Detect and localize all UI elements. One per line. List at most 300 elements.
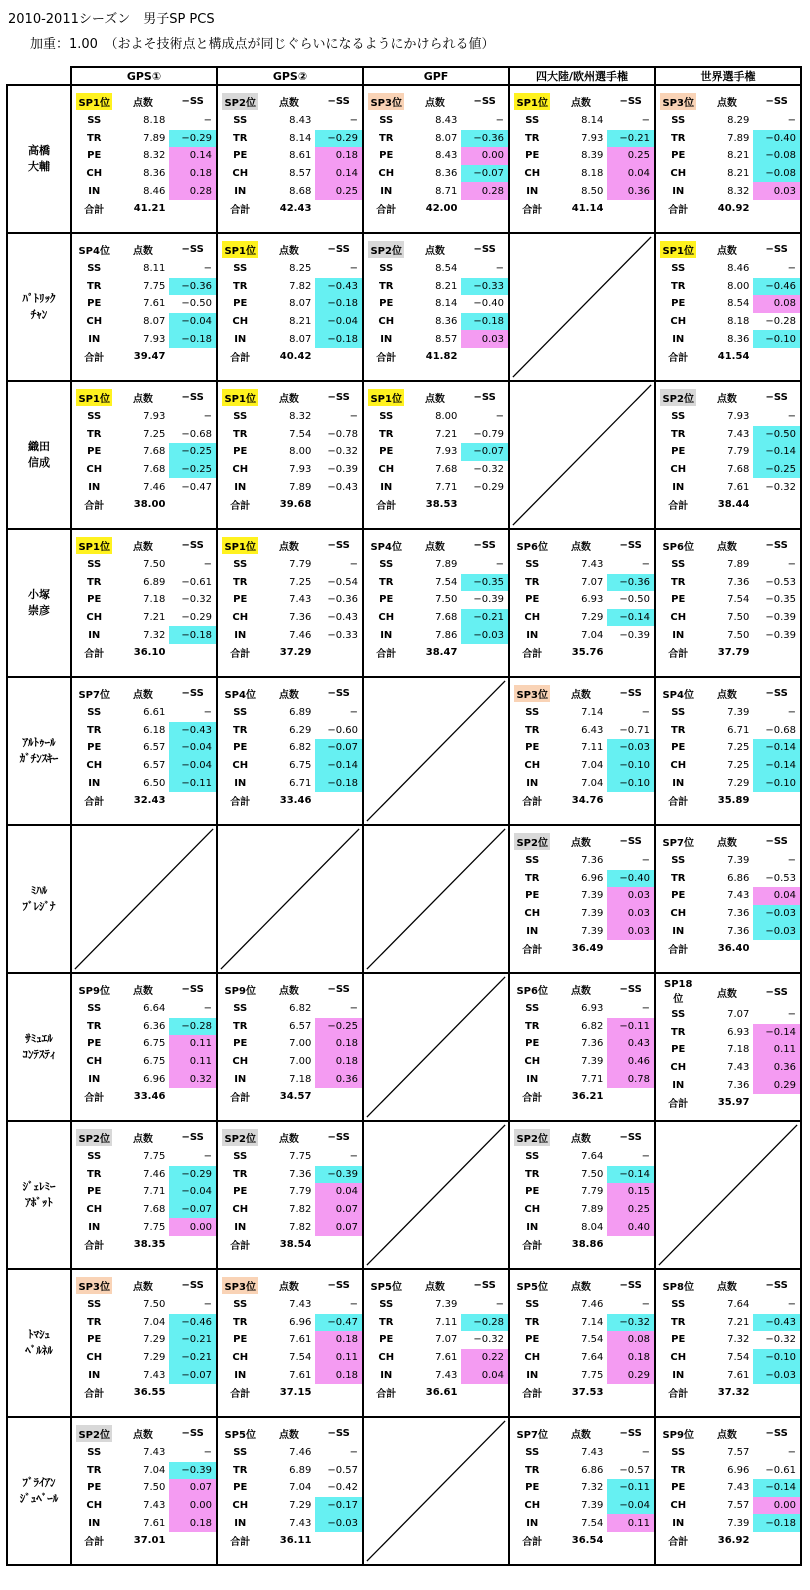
- score-in: 7.61: [727, 1369, 750, 1381]
- score-ch: 7.39: [581, 1500, 604, 1512]
- diff-ch: 0.18: [169, 165, 216, 183]
- label-tr: TR: [86, 132, 102, 144]
- label-in: IN: [234, 1073, 247, 1085]
- score-in: 7.75: [143, 1221, 166, 1233]
- diff-ch: −0.03: [753, 905, 800, 923]
- result-cell: [71, 973, 217, 1121]
- result-cell: [655, 381, 801, 529]
- score-header: 点数: [132, 985, 153, 997]
- score-grid: [364, 534, 508, 662]
- total-label: 合計: [522, 649, 543, 661]
- score-header: 点数: [716, 689, 737, 701]
- label-pe: PE: [87, 298, 102, 310]
- result-cell: [655, 677, 801, 825]
- label-ss: SS: [525, 1003, 540, 1015]
- label-in: IN: [234, 1369, 247, 1381]
- score-ch: 7.68: [435, 464, 458, 476]
- diff-in: −0.29: [473, 481, 504, 493]
- score-pe: 7.25: [727, 742, 750, 754]
- score-tr: 6.36: [143, 1020, 166, 1032]
- diff-tr: −0.21: [607, 130, 654, 148]
- label-tr: TR: [670, 1464, 686, 1476]
- score-in: 8.07: [289, 333, 312, 345]
- diagonal-strike: [364, 826, 508, 972]
- score-grid: [72, 1422, 216, 1550]
- score-in: 8.71: [435, 185, 458, 197]
- rank-badge: SP1位: [76, 537, 112, 554]
- diff-pe: −0.04: [169, 1183, 216, 1201]
- skater-name-line: 小塚: [28, 588, 50, 601]
- score-tr: 7.21: [435, 428, 458, 440]
- diff-header: −SS: [327, 687, 350, 699]
- diff-pe: 0.08: [753, 295, 800, 313]
- label-ch: CH: [232, 464, 249, 476]
- label-ss: SS: [87, 1299, 102, 1311]
- skater-name: [7, 825, 71, 973]
- score-grid: [656, 534, 800, 662]
- diff-in: −0.39: [765, 629, 796, 641]
- score-ss: 7.39: [435, 1299, 458, 1311]
- score-tr: 7.46: [143, 1168, 166, 1180]
- score-ch: 8.36: [435, 168, 458, 180]
- label-ch: CH: [670, 464, 687, 476]
- label-tr: TR: [670, 1026, 686, 1038]
- diff-in: −0.43: [327, 481, 358, 493]
- skater-row: [7, 381, 801, 529]
- score-in: 8.57: [435, 333, 458, 345]
- diff-header: −SS: [765, 1279, 788, 1291]
- diff-pe: −0.03: [607, 739, 654, 757]
- result-cell: [71, 85, 217, 233]
- label-ch: CH: [378, 612, 395, 624]
- diff-tr: −0.36: [607, 574, 654, 592]
- label-ss: SS: [525, 115, 540, 127]
- rank-badge: SP2位: [222, 93, 258, 110]
- score-header: 点数: [132, 689, 153, 701]
- score-header: 点数: [278, 985, 299, 997]
- diff-header: −SS: [619, 687, 642, 699]
- score-ss: 7.50: [143, 1299, 166, 1311]
- label-ch: CH: [232, 1352, 249, 1364]
- label-pe: PE: [671, 1482, 686, 1494]
- diff-ch: 0.03: [607, 905, 654, 923]
- label-ss: SS: [87, 1003, 102, 1015]
- score-in: 7.46: [289, 629, 312, 641]
- score-in: 7.54: [581, 1517, 604, 1529]
- rank-badge: SP8位: [662, 1281, 694, 1293]
- diff-header: −SS: [181, 983, 204, 995]
- score-ch: 7.64: [581, 1352, 604, 1364]
- diff-pe: 0.43: [607, 1035, 654, 1053]
- result-cell: [71, 1417, 217, 1565]
- score-in: 7.71: [435, 481, 458, 493]
- rank-badge: SP5位: [516, 1281, 548, 1293]
- diff-ch: −0.07: [169, 1201, 216, 1219]
- diff-pe: −0.11: [607, 1479, 654, 1497]
- label-ch: CH: [86, 1056, 103, 1068]
- diff-pe: 0.04: [753, 887, 800, 905]
- label-pe: PE: [233, 1038, 248, 1050]
- score-ss: 7.14: [581, 707, 604, 719]
- total-label: 合計: [84, 1537, 105, 1549]
- label-pe: PE: [87, 742, 102, 754]
- diff-in: 0.29: [753, 1076, 800, 1094]
- total-value: 42.43: [279, 203, 312, 215]
- score-ss: 8.46: [727, 263, 750, 275]
- skater-row: [7, 825, 801, 973]
- label-ss: SS: [233, 411, 248, 423]
- score-ch: 8.36: [143, 168, 166, 180]
- label-ss: SS: [525, 707, 540, 719]
- score-pe: 6.93: [581, 594, 604, 606]
- diff-ss: −: [349, 1299, 358, 1311]
- label-tr: TR: [524, 1020, 540, 1032]
- diff-ch: −0.04: [169, 313, 216, 331]
- skater-name-line: ﾁｬﾝ: [30, 308, 48, 321]
- diff-tr: −0.32: [607, 1314, 654, 1332]
- label-ss: SS: [233, 559, 248, 571]
- score-tr: 7.89: [143, 132, 166, 144]
- score-ss: 8.54: [435, 263, 458, 275]
- diff-header: −SS: [619, 1427, 642, 1439]
- label-in: IN: [234, 185, 247, 197]
- skater-row: [7, 85, 801, 233]
- no-entry-cell: [363, 973, 509, 1121]
- score-grid: [218, 682, 362, 810]
- diff-tr: −0.47: [315, 1314, 362, 1332]
- diff-tr: −0.57: [327, 1464, 358, 1476]
- total-value: 37.53: [571, 1387, 604, 1399]
- diagonal-strike: [72, 826, 216, 972]
- diff-ch: −0.10: [607, 757, 654, 775]
- result-cell: [363, 85, 509, 233]
- diff-tr: −0.36: [169, 278, 216, 296]
- score-ss: 8.00: [435, 411, 458, 423]
- rank-badge: SP2位: [368, 241, 404, 258]
- label-pe: PE: [525, 1334, 540, 1346]
- diff-ss: −: [203, 559, 212, 571]
- diff-in: 0.18: [169, 1514, 216, 1532]
- score-in: 7.46: [143, 481, 166, 493]
- diff-ch: −0.14: [753, 757, 800, 775]
- diff-ss: −: [641, 115, 650, 127]
- skater-name: [7, 973, 71, 1121]
- label-tr: TR: [232, 132, 248, 144]
- label-pe: PE: [525, 742, 540, 754]
- diagonal-strike: [364, 1122, 508, 1268]
- label-tr: TR: [670, 428, 686, 440]
- label-pe: PE: [233, 150, 248, 162]
- label-ss: SS: [87, 559, 102, 571]
- score-ch: 7.00: [289, 1056, 312, 1068]
- result-cell: [363, 529, 509, 677]
- score-header: 点数: [570, 97, 591, 109]
- skater-row: [7, 529, 801, 677]
- label-pe: PE: [233, 594, 248, 606]
- diff-pe: −0.40: [473, 298, 504, 310]
- diff-pe: −0.32: [181, 594, 212, 606]
- score-header: 点数: [278, 1281, 299, 1293]
- diff-header: −SS: [765, 391, 788, 403]
- label-ch: CH: [378, 168, 395, 180]
- score-tr: 7.54: [289, 428, 312, 440]
- diff-header: −SS: [181, 1279, 204, 1291]
- no-entry-cell: [363, 1121, 509, 1269]
- score-ch: 8.21: [727, 168, 750, 180]
- diff-pe: 0.03: [607, 887, 654, 905]
- score-ch: 7.89: [581, 1204, 604, 1216]
- total-value: 35.76: [571, 647, 604, 659]
- rank-badge: SP3位: [222, 1277, 258, 1294]
- score-header: 点数: [570, 1429, 591, 1441]
- total-value: 38.00: [133, 499, 166, 511]
- result-cell: [655, 825, 801, 973]
- result-cell: [71, 529, 217, 677]
- total-value: 37.29: [279, 647, 312, 659]
- diff-header: −SS: [619, 1279, 642, 1291]
- diagonal-strike: [656, 1122, 800, 1268]
- score-pe: 8.14: [435, 298, 458, 310]
- score-in: 8.46: [143, 185, 166, 197]
- diff-tr: −0.29: [315, 130, 362, 148]
- score-ch: 7.29: [581, 612, 604, 624]
- diff-header: −SS: [765, 687, 788, 699]
- rank-badge: SP4位: [78, 245, 110, 257]
- label-in: IN: [672, 333, 685, 345]
- diff-header: −SS: [181, 95, 204, 107]
- score-ss: 6.82: [289, 1003, 312, 1015]
- diff-pe: −0.14: [753, 443, 800, 461]
- diff-tr: −0.46: [169, 1314, 216, 1332]
- score-ss: 7.93: [143, 411, 166, 423]
- diff-ss: −: [787, 263, 796, 275]
- result-cell: [71, 1269, 217, 1417]
- label-tr: TR: [232, 428, 248, 440]
- diff-in: −0.10: [607, 774, 654, 792]
- total-label: 合計: [668, 1537, 689, 1549]
- label-in: IN: [88, 629, 101, 641]
- diff-in: −0.03: [461, 626, 508, 644]
- diff-header: −SS: [327, 243, 350, 255]
- diff-in: 0.25: [315, 182, 362, 200]
- score-tr: 8.00: [727, 280, 750, 292]
- label-ss: SS: [233, 1151, 248, 1163]
- diff-tr: −0.53: [765, 576, 796, 588]
- diff-ch: 0.25: [607, 1201, 654, 1219]
- diff-in: −0.10: [753, 774, 800, 792]
- label-tr: TR: [378, 132, 394, 144]
- label-pe: PE: [87, 1334, 102, 1346]
- diff-ss: −: [349, 1447, 358, 1459]
- label-ss: SS: [379, 263, 394, 275]
- diff-in: 0.28: [461, 182, 508, 200]
- score-in: 7.75: [581, 1369, 604, 1381]
- rank-badge: SP1位: [514, 93, 550, 110]
- diff-header: −SS: [765, 986, 788, 998]
- diff-ss: −: [203, 1447, 212, 1459]
- diff-ss: −: [787, 559, 796, 571]
- diff-pe: −0.14: [753, 739, 800, 757]
- diff-header: −SS: [765, 95, 788, 107]
- score-pe: 8.21: [727, 150, 750, 162]
- diff-ss: −: [495, 263, 504, 275]
- score-grid: [72, 682, 216, 810]
- diff-ch: 0.22: [461, 1349, 508, 1367]
- diff-ch: −0.21: [461, 609, 508, 627]
- score-in: 7.43: [435, 1369, 458, 1381]
- score-ss: 7.43: [289, 1299, 312, 1311]
- total-value: 33.46: [133, 1091, 166, 1103]
- score-grid: [656, 978, 800, 1112]
- diff-tr: −0.71: [619, 724, 650, 736]
- total-value: 36.49: [571, 943, 604, 955]
- label-ch: CH: [378, 1352, 395, 1364]
- score-grid: [218, 1126, 362, 1254]
- diff-header: −SS: [327, 1279, 350, 1291]
- diff-ch: −0.14: [607, 609, 654, 627]
- result-cell: [655, 1269, 801, 1417]
- score-tr: 6.29: [289, 724, 312, 736]
- diff-pe: −0.50: [181, 298, 212, 310]
- label-in: IN: [234, 481, 247, 493]
- score-tr: 7.89: [727, 132, 750, 144]
- label-ch: CH: [670, 316, 687, 328]
- score-pe: 7.54: [581, 1334, 604, 1346]
- label-tr: TR: [670, 872, 686, 884]
- score-pe: 7.50: [143, 1482, 166, 1494]
- score-ss: 7.64: [581, 1151, 604, 1163]
- score-in: 8.04: [581, 1221, 604, 1233]
- diff-in: 0.29: [607, 1366, 654, 1384]
- score-pe: 7.61: [289, 1334, 312, 1346]
- score-pe: 7.07: [435, 1334, 458, 1346]
- score-tr: 7.25: [143, 428, 166, 440]
- score-tr: 8.21: [435, 280, 458, 292]
- score-in: 7.43: [289, 1517, 312, 1529]
- score-header: 点数: [278, 1429, 299, 1441]
- score-grid: [656, 830, 800, 958]
- score-tr: 7.11: [435, 1316, 458, 1328]
- score-in: 7.32: [143, 629, 166, 641]
- label-in: IN: [672, 1369, 685, 1381]
- score-in: 8.68: [289, 185, 312, 197]
- label-in: IN: [526, 925, 539, 937]
- score-grid: [72, 1274, 216, 1402]
- score-grid: [218, 238, 362, 366]
- label-ss: SS: [671, 559, 686, 571]
- score-tr: 6.96: [581, 872, 604, 884]
- score-header: 点数: [278, 393, 299, 405]
- label-tr: TR: [232, 1020, 248, 1032]
- diff-ss: −: [203, 1299, 212, 1311]
- pcs-table: [6, 66, 802, 1566]
- diff-tr: −0.46: [753, 278, 800, 296]
- skater-name: [7, 1417, 71, 1565]
- diff-ss: −: [349, 1151, 358, 1163]
- label-in: IN: [88, 333, 101, 345]
- rank-badge: SP1位: [76, 93, 112, 110]
- score-tr: 6.86: [581, 1464, 604, 1476]
- label-ch: CH: [232, 1056, 249, 1068]
- score-grid: [364, 90, 508, 218]
- total-value: 41.21: [133, 203, 166, 215]
- label-ch: CH: [86, 1352, 103, 1364]
- score-tr: 6.71: [727, 724, 750, 736]
- diff-header: −SS: [765, 243, 788, 255]
- label-ch: CH: [670, 908, 687, 920]
- diff-ch: −0.04: [607, 1497, 654, 1515]
- skater-name-line: 織田: [28, 440, 50, 453]
- score-header: 点数: [132, 1133, 153, 1145]
- diff-ss: −: [641, 1151, 650, 1163]
- diff-tr: −0.40: [753, 130, 800, 148]
- diff-ss: −: [495, 1299, 504, 1311]
- diff-ss: −: [787, 1447, 796, 1459]
- diff-ch: 0.36: [753, 1059, 800, 1077]
- label-in: IN: [672, 777, 685, 789]
- diff-pe: −0.14: [753, 1479, 800, 1497]
- score-header: 点数: [570, 541, 591, 553]
- total-label: 合計: [230, 1389, 251, 1401]
- score-grid: [656, 386, 800, 514]
- score-ss: 7.36: [581, 855, 604, 867]
- skater-name-line: ｺﾝﾃｽﾃｨ: [22, 1048, 56, 1061]
- rank-badge: SP4位: [370, 541, 402, 553]
- total-label: 合計: [522, 945, 543, 957]
- score-header: 点数: [278, 97, 299, 109]
- label-tr: TR: [86, 280, 102, 292]
- score-in: 7.93: [143, 333, 166, 345]
- score-tr: 7.21: [727, 1316, 750, 1328]
- page-subtitle: 加重：1.00 （およそ技術点と構成点が同じぐらいになるようにかけられる値）: [30, 37, 495, 52]
- score-header: 点数: [424, 541, 445, 553]
- result-cell: [217, 1121, 363, 1269]
- total-label: 合計: [668, 797, 689, 809]
- total-label: 合計: [84, 649, 105, 661]
- no-entry-cell: [217, 825, 363, 973]
- no-entry-cell: [363, 677, 509, 825]
- score-ss: 7.43: [143, 1447, 166, 1459]
- diff-ch: 0.11: [169, 1053, 216, 1071]
- total-label: 合計: [522, 797, 543, 809]
- score-tr: 6.89: [143, 576, 166, 588]
- score-ch: 6.75: [143, 1056, 166, 1068]
- diff-ss: −: [203, 411, 212, 423]
- label-in: IN: [234, 629, 247, 641]
- rank-badge: SP9位: [78, 985, 110, 997]
- label-tr: TR: [86, 576, 102, 588]
- total-label: 合計: [522, 1241, 543, 1253]
- score-ss: 6.64: [143, 1003, 166, 1015]
- score-pe: 7.68: [143, 446, 166, 458]
- score-ch: 7.39: [581, 1056, 604, 1068]
- score-tr: 7.93: [581, 132, 604, 144]
- label-pe: PE: [379, 150, 394, 162]
- diff-ss: −: [203, 263, 212, 275]
- result-cell: [509, 973, 655, 1121]
- total-value: 39.68: [279, 499, 312, 511]
- column-header: 四大陸/欧州選手権: [509, 67, 655, 85]
- label-ss: SS: [87, 115, 102, 127]
- rank-badge: SP2位: [76, 1425, 112, 1442]
- diff-in: −0.18: [169, 626, 216, 644]
- result-cell: [363, 381, 509, 529]
- rank-badge: SP1位: [222, 241, 258, 258]
- diff-ch: 0.14: [315, 165, 362, 183]
- score-grid: [218, 386, 362, 514]
- score-grid: [510, 1126, 654, 1254]
- score-tr: 6.96: [289, 1316, 312, 1328]
